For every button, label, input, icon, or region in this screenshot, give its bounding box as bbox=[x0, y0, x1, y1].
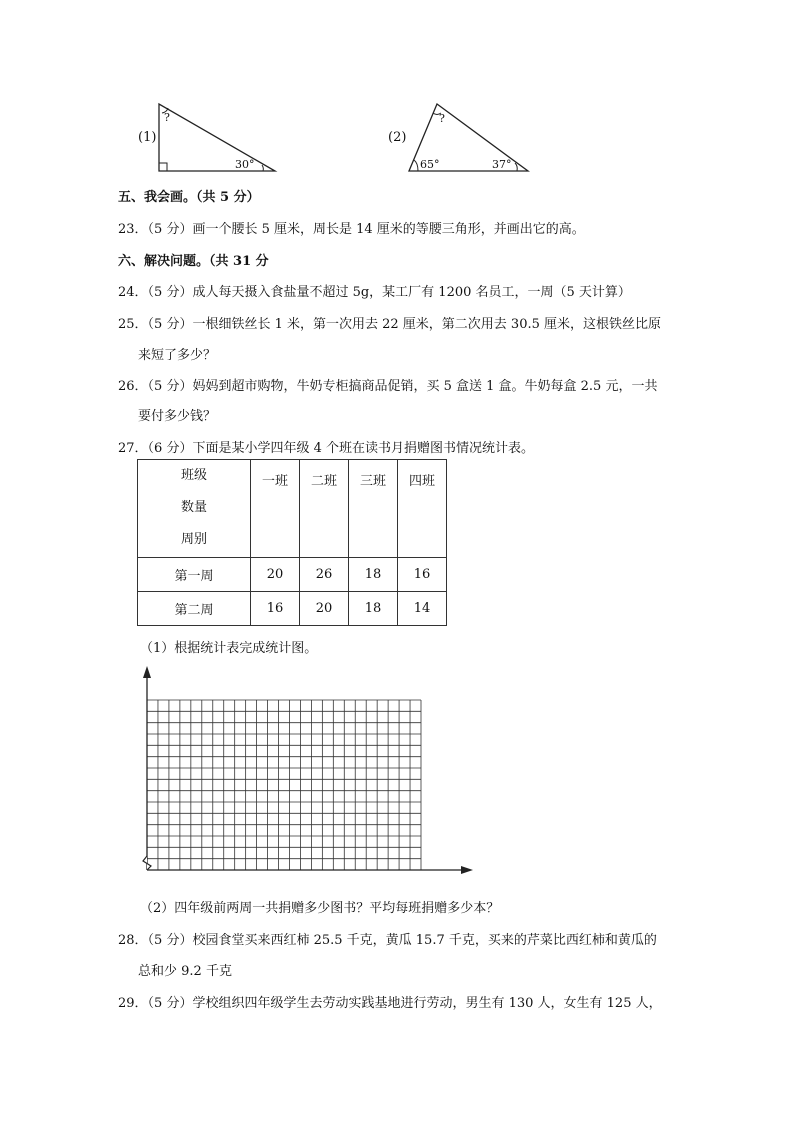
row-label: 第二周 bbox=[138, 592, 251, 626]
fig1-label: (1) bbox=[138, 130, 157, 145]
corner-line-week: 周别 bbox=[180, 532, 207, 547]
table-corner-header bbox=[138, 460, 251, 558]
table-cell: 20 bbox=[251, 558, 300, 592]
fig2-unknown-angle: ? bbox=[439, 112, 445, 125]
question-28-line2: 总和少 9.2 千克 bbox=[138, 964, 232, 979]
corner-line-quantity: 数量 bbox=[180, 500, 207, 515]
fig1-angle-label: 30° bbox=[235, 158, 255, 171]
section-five-heading: 五、我会画。（共 5 分） bbox=[118, 190, 260, 205]
table-cell: 16 bbox=[251, 592, 300, 626]
fig1-unknown-angle: ? bbox=[164, 111, 170, 124]
fig2-left-angle-label: 65° bbox=[420, 158, 440, 171]
table-cell: 20 bbox=[300, 592, 349, 626]
question-27-sub1: （1）根据统计表完成统计图。 bbox=[140, 641, 318, 656]
table-row bbox=[138, 558, 447, 592]
right-triangle-figure bbox=[159, 104, 275, 171]
question-29: 29．（5 分）学校组织四年级学生去劳动实践基地进行劳动，男生有 130 人，女生有 125 人， bbox=[118, 996, 662, 1011]
question-26-line1: 26．（5 分）妈妈到超市购物，牛奶专柜搞商品促销，买 5 盒送 1 盒。牛奶每盒 2.5 元，一共 bbox=[118, 379, 658, 394]
table-cell: 18 bbox=[349, 558, 398, 592]
question-27-sub2: （2）四年级前两周一共捐赠多少图书？平均每班捐赠多少本？ bbox=[140, 901, 500, 916]
fig2-label: (2) bbox=[388, 130, 407, 145]
axis-break-icon bbox=[143, 856, 151, 870]
column-header: 一班 bbox=[251, 460, 300, 558]
donation-stats-table bbox=[137, 459, 447, 626]
x-axis-arrow-icon bbox=[461, 866, 473, 874]
fig2-right-angle-label: 37° bbox=[492, 158, 512, 171]
corner-line-class: 班级 bbox=[180, 468, 207, 483]
y-axis-arrow-icon bbox=[143, 666, 151, 678]
question-28-line1: 28．（5 分）校园食堂买来西红柿 25.5 千克，黄瓜 15.7 千克，买来的芹菜比西红柿和黄瓜的 bbox=[118, 933, 657, 948]
table-cell: 14 bbox=[398, 592, 447, 626]
question-26-line2: 要付多少钱？ bbox=[138, 409, 217, 424]
column-header: 四班 bbox=[398, 460, 447, 558]
chart-grid bbox=[147, 700, 421, 870]
question-25-line1: 25．（5 分）一根细铁丝长 1 米，第一次用去 22 厘米，第二次用去 30.5 厘米，这根铁丝比原 bbox=[118, 317, 661, 332]
table-cell: 26 bbox=[300, 558, 349, 592]
question-25-line2: 来短了多少？ bbox=[138, 348, 217, 363]
blank-chart bbox=[143, 666, 473, 874]
row-label: 第一周 bbox=[138, 558, 251, 592]
section-six-heading: 六、解决问题。（共 31 分 bbox=[118, 254, 269, 269]
question-23: 23．（5 分）画一个腰长 5 厘米，周长是 14 厘米的等腰三角形，并画出它的高。 bbox=[118, 222, 585, 237]
question-24: 24．（5 分）成人每天摄入食盐量不超过 5g，某工厂有 1200 名员工，一周（5 天计算） bbox=[118, 285, 631, 300]
table-row bbox=[138, 592, 447, 626]
table-cell: 18 bbox=[349, 592, 398, 626]
column-header: 三班 bbox=[349, 460, 398, 558]
table-cell: 16 bbox=[398, 558, 447, 592]
column-header: 二班 bbox=[300, 460, 349, 558]
question-27: 27．（6 分）下面是某小学四年级 4 个班在读书月捐赠图书情况统计表。 bbox=[118, 441, 534, 456]
